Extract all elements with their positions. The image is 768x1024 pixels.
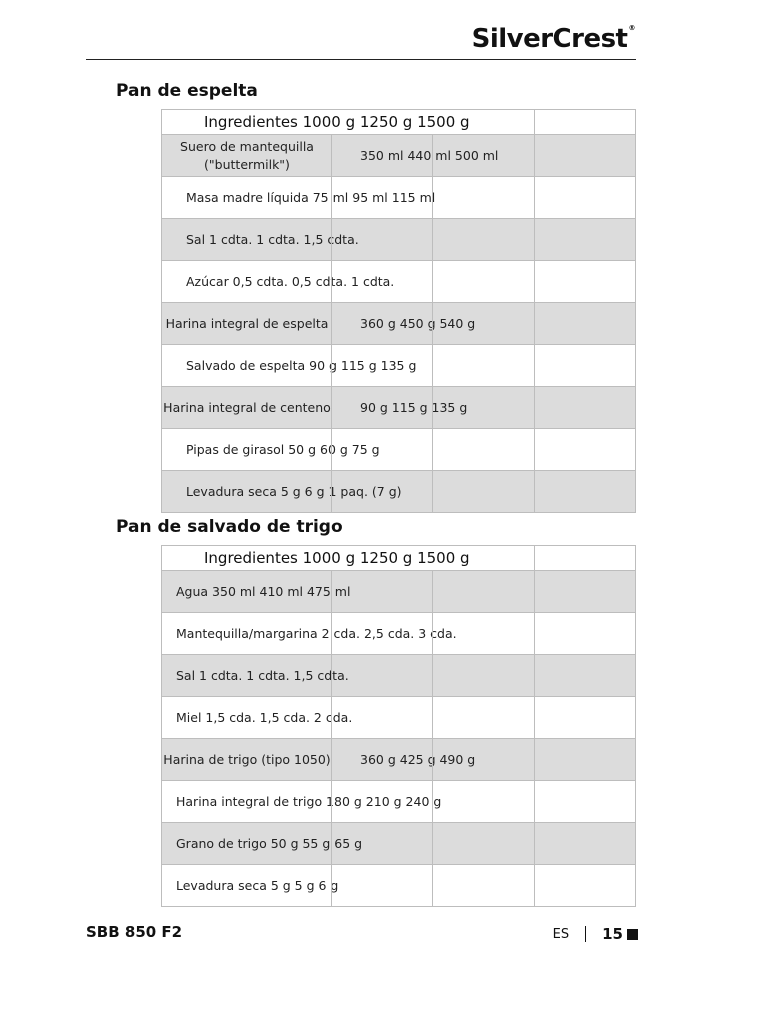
table-row [162, 613, 636, 655]
ingredient-cell [162, 177, 636, 219]
table-header: Ingredientes 1000 g 1250 g 1500 g [162, 546, 636, 571]
footer-divider [585, 926, 586, 942]
wheat-bran-bread-table [161, 545, 636, 907]
table-row [162, 429, 636, 471]
section-title-wheat-bran: Pan de salvado de trigo [116, 517, 343, 537]
square-marker-icon [627, 929, 638, 940]
ingredient-name: Harina de trigo (tipo 1050) [163, 751, 331, 767]
ingredient-cell [162, 655, 636, 697]
ingredient-line: Salvado de espelta 90 g 115 g 135 g [186, 358, 417, 373]
table-header-row [162, 110, 636, 135]
ingredient-line [162, 315, 635, 333]
table-row [162, 387, 636, 429]
table-row [162, 865, 636, 907]
ingredient-cell [162, 865, 636, 907]
ingredient-line: Harina integral de trigo 180 g 210 g 240 g [176, 794, 442, 809]
page-footer [553, 925, 638, 943]
ingredient-line: Masa madre líquida 75 ml 95 ml 115 ml [186, 190, 436, 205]
model-number: SBB 850 F2 [86, 923, 183, 941]
ingredient-line: Sal 1 cdta. 1 cdta. 1,5 cdta. [186, 232, 359, 247]
table-row [162, 219, 636, 261]
ingredient-cell [162, 739, 636, 781]
section-title-spelt: Pan de espelta [116, 81, 258, 101]
ingredient-cell [162, 219, 636, 261]
ingredient-name: Harina integral de espelta [165, 315, 329, 331]
ingredient-line: Pipas de girasol 50 g 60 g 75 g [186, 442, 380, 457]
table-row [162, 823, 636, 865]
language-code: ES [552, 926, 570, 942]
ingredient-quantities: 90 g 115 g 135 g [360, 400, 468, 415]
table-row [162, 303, 636, 345]
ingredient-cell [162, 823, 636, 865]
table-row [162, 177, 636, 219]
header-rule [86, 59, 636, 60]
ingredient-line [162, 138, 635, 174]
ingredient-cell [162, 345, 636, 387]
ingredient-cell [162, 135, 636, 177]
ingredient-line: Sal 1 cdta. 1 cdta. 1,5 cdta. [176, 668, 349, 683]
ingredient-line: Levadura seca 5 g 6 g 1 paq. (7 g) [186, 484, 402, 499]
ingredient-line: Agua 350 ml 410 ml 475 ml [176, 584, 351, 599]
page-number: 15 [602, 925, 623, 943]
ingredient-cell [162, 471, 636, 513]
table-row [162, 655, 636, 697]
table-row [162, 697, 636, 739]
table-row [162, 345, 636, 387]
ingredient-line: Mantequilla/margarina 2 cda. 2,5 cda. 3 cda. [176, 626, 457, 641]
ingredient-quantities: 350 ml 440 ml 500 ml [360, 148, 499, 163]
ingredient-line: Levadura seca 5 g 5 g 6 g [176, 878, 339, 893]
table-header: Ingredientes 1000 g 1250 g 1500 g [162, 110, 636, 135]
ingredient-cell [162, 697, 636, 739]
ingredient-name: Suero de mantequilla ("buttermilk") [180, 138, 314, 172]
ingredient-cell [162, 429, 636, 471]
table-row [162, 781, 636, 823]
ingredient-line [162, 399, 635, 417]
ingredient-line: Grano de trigo 50 g 55 g 65 g [176, 836, 363, 851]
ingredient-cell [162, 387, 636, 429]
ingredient-cell [162, 571, 636, 613]
table-row [162, 471, 636, 513]
ingredient-line [162, 751, 635, 769]
table-header-row [162, 546, 636, 571]
ingredient-name: Harina integral de centeno [163, 399, 331, 415]
brand-logo: SilverCrest® [471, 24, 635, 54]
ingredient-line: Azúcar 0,5 cdta. 0,5 cdta. 1 cdta. [186, 274, 395, 289]
ingredient-quantities: 360 g 425 g 490 g [360, 752, 476, 767]
ingredient-cell [162, 303, 636, 345]
table-row [162, 261, 636, 303]
ingredient-cell [162, 613, 636, 655]
ingredient-cell [162, 261, 636, 303]
table-row [162, 571, 636, 613]
ingredient-line: Miel 1,5 cda. 1,5 cda. 2 cda. [176, 710, 353, 725]
table-row [162, 739, 636, 781]
table-row [162, 135, 636, 177]
ingredient-cell [162, 781, 636, 823]
spelt-bread-table [161, 109, 636, 513]
ingredient-quantities: 360 g 450 g 540 g [360, 316, 476, 331]
